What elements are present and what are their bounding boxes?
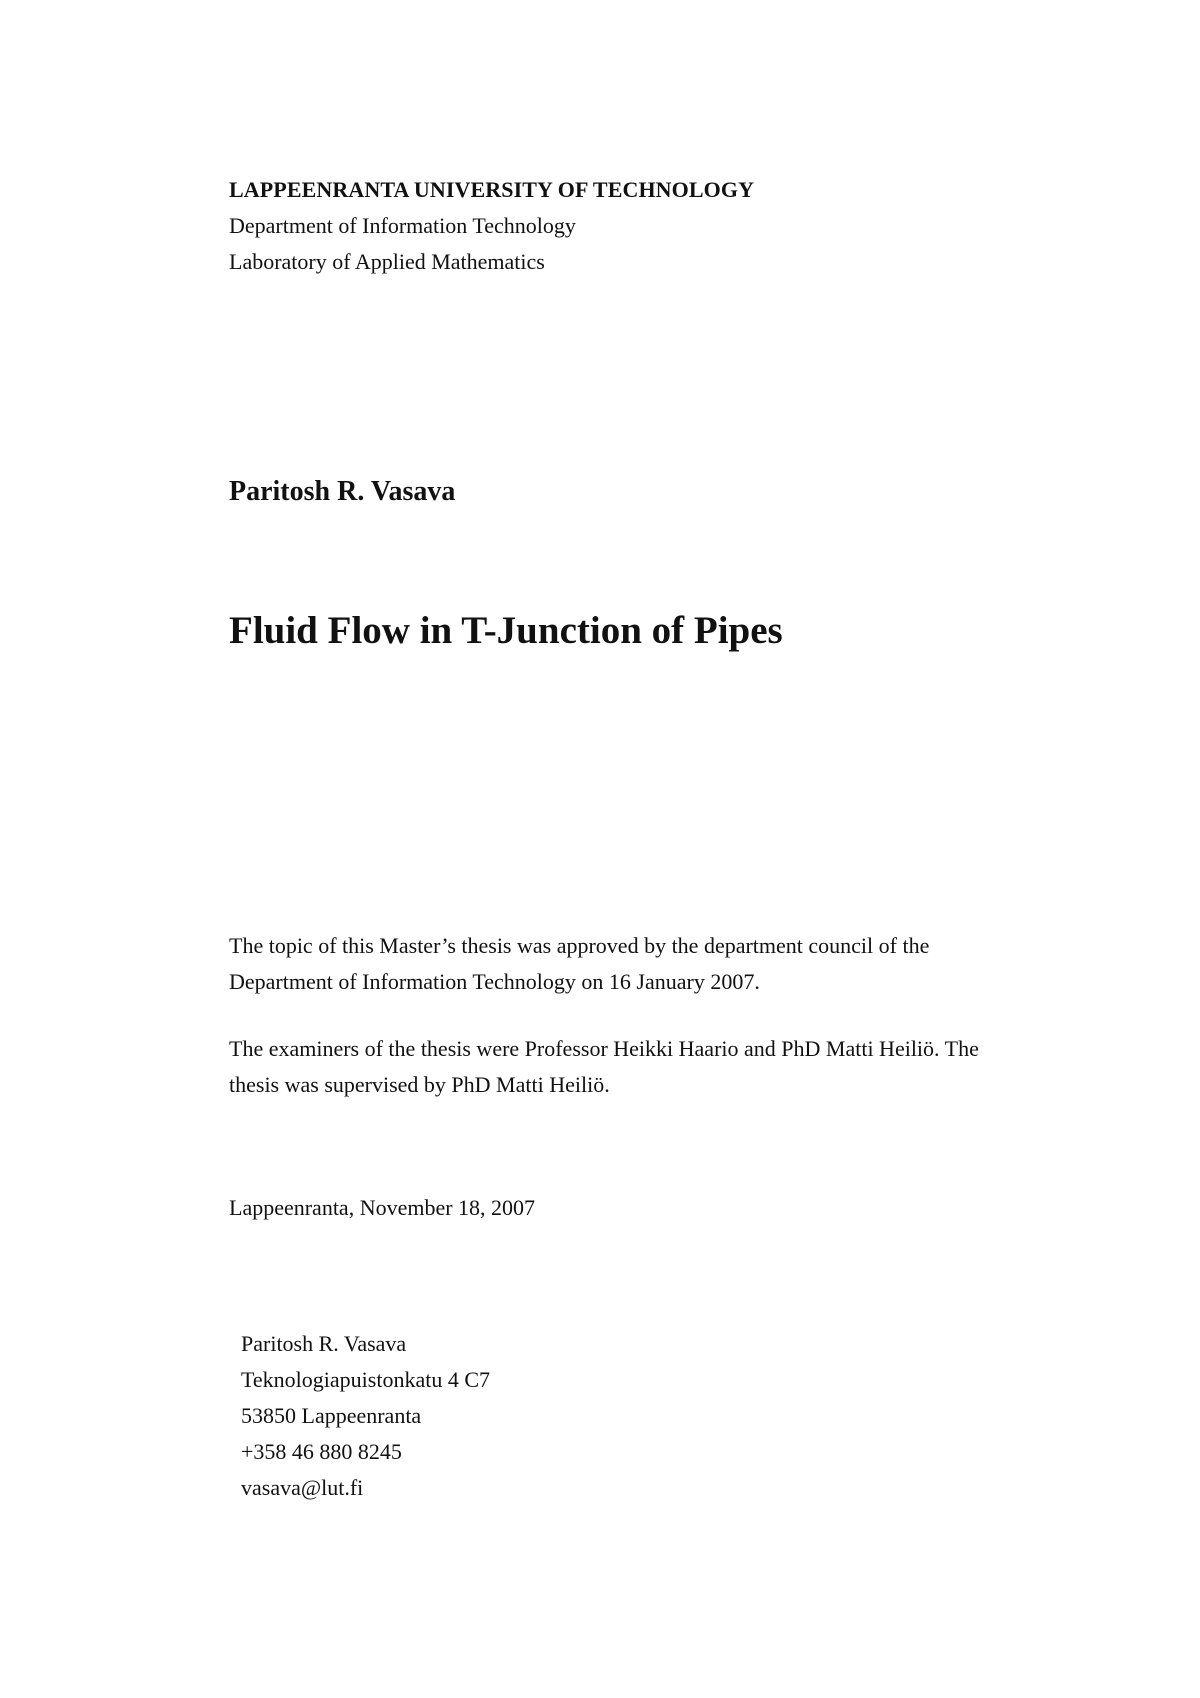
examiners-paragraph bbox=[229, 1031, 1089, 1103]
author-name: Paritosh R. Vasava bbox=[229, 476, 456, 507]
approval-line-1: The topic of this Master’s thesis was approved by the department council of the bbox=[229, 933, 930, 958]
department-name: Department of Information Technology bbox=[229, 213, 576, 238]
contact-phone: +358 46 880 8245 bbox=[241, 1439, 402, 1464]
contact-name: Paritosh R. Vasava bbox=[241, 1331, 407, 1356]
contact-street: Teknologiapuistonkatu 4 C7 bbox=[241, 1367, 490, 1392]
university-name: LAPPEENRANTA UNIVERSITY OF TECHNOLOGY bbox=[229, 177, 755, 202]
contact-city: 53850 Lappeenranta bbox=[241, 1403, 422, 1428]
approval-paragraph bbox=[229, 928, 1089, 1000]
contact-email: vasava@lut.fi bbox=[241, 1475, 364, 1500]
place-and-date: Lappeenranta, November 18, 2007 bbox=[229, 1195, 536, 1220]
examiners-line-2: thesis was supervised by PhD Matti Heiliö. bbox=[229, 1072, 610, 1097]
examiners-line-1: The examiners of the thesis were Professor Heikki Haario and PhD Matti Heiliö. The bbox=[229, 1036, 979, 1061]
institution-header bbox=[229, 172, 754, 280]
contact-address-block bbox=[241, 1326, 490, 1506]
laboratory-name: Laboratory of Applied Mathematics bbox=[229, 249, 545, 274]
approval-line-2: Department of Information Technology on 16 January 2007. bbox=[229, 969, 760, 994]
thesis-title: Fluid Flow in T-Junction of Pipes bbox=[229, 609, 783, 652]
